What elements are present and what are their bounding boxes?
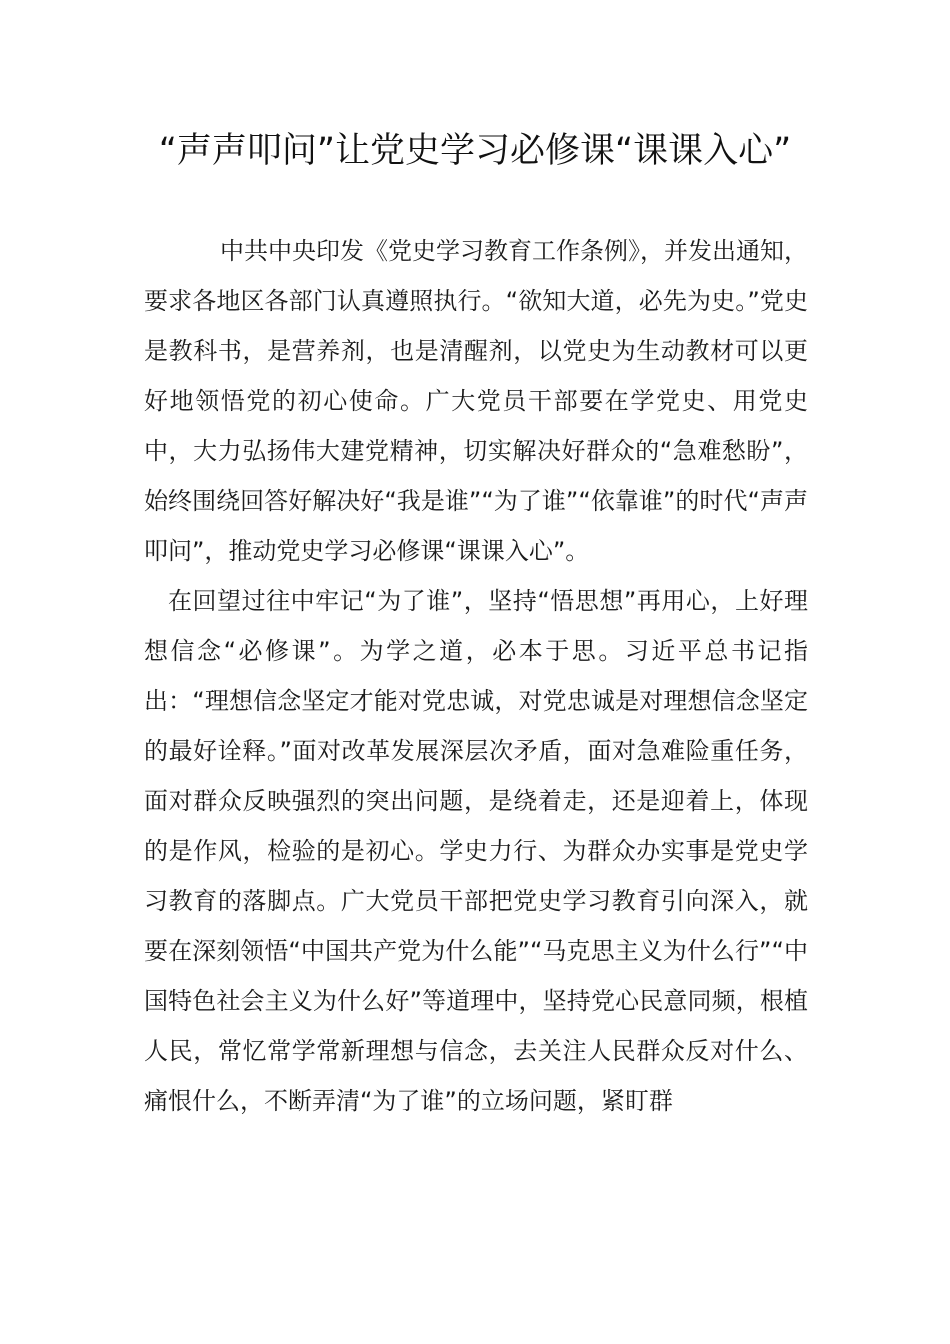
paragraph-1: 中共中央印发《党史学习教育工作条例》，并发出通知，要求各地区各部门认真遵照执行。“欲知大道，必先为史。”党史是教科书，是营养剂，也是清醒剂，以党史为生动教材可以更好地领悟党的初心使命。广大党员干部要在学党史、用党史中，大力弘扬伟大建党精神，切实解决好群众的“急难愁盼”，始终围绕回答好解决好“我是谁”“为了谁”“依靠谁”的时代“声声叩问”，推动党史学习必修课“课课入心”。 <box>144 237 808 565</box>
document-title: “声声叩问”让党史学习必修课“课课入心” <box>158 131 792 171</box>
document-body <box>144 226 808 1126</box>
paragraph-2: 在回望过往中牢记“为了谁”，坚持“悟思想”再用心，上好理想信念“必修课”。为学之道，必本于思。习近平总书记指出：“理想信念坚定才能对党忠诚，对党忠诚是对理想信念坚定的最好诠释。”面对改革发展深层次矛盾，面对急难险重任务，面对群众反映强烈的突出问题，是绕着走，还是迎着上，体现的是作风，检验的是初心。学史力行、为群众办实事是党史学习教育的落脚点。广大党员干部把党史学习教育引向深入，就要在深刻领悟“中国共产党为什么能”“马克思主义为什么行”“中国特色社会主义为什么好”等道理中，坚持党心民意同频，根植人民，常忆常学常新理想与信念，去关注人民群众反对什么、痛恨什么，不断弄清“为了谁”的立场问题，紧盯群 <box>144 587 808 1115</box>
